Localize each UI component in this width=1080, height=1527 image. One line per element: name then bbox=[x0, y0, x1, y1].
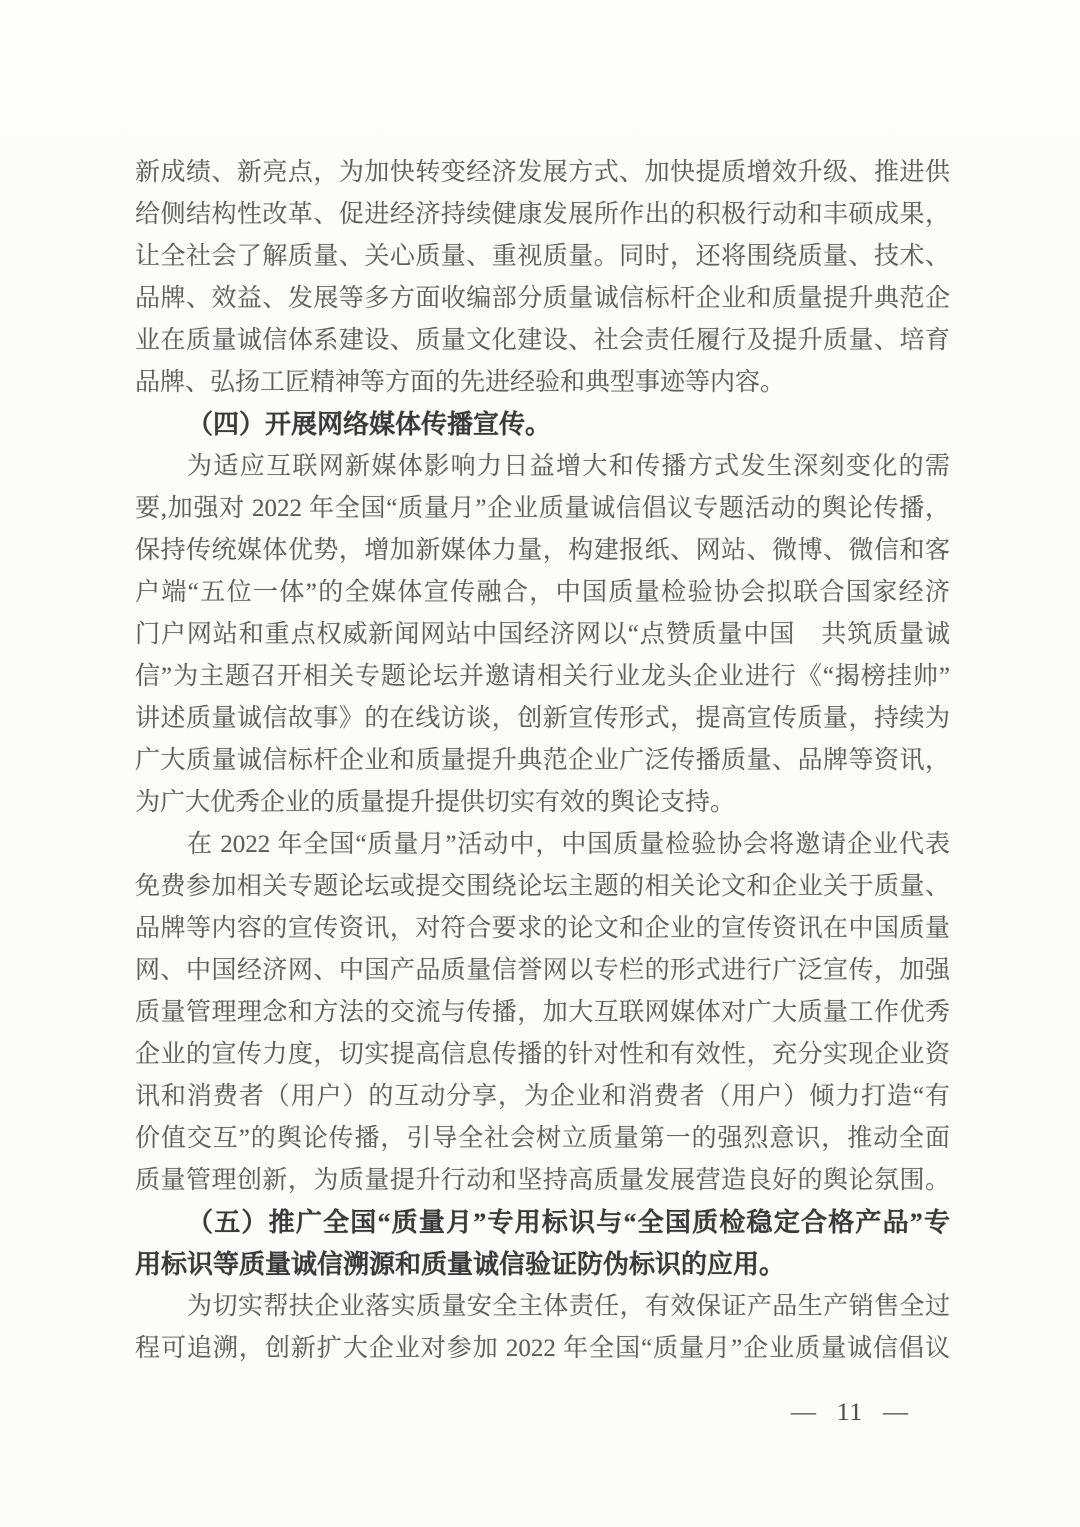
body-text-line: 新成绩、新亮点，为加快转变经济发展方式、加快提质增效升级、推进供 bbox=[135, 159, 950, 186]
body-text-line: 企业的宣传力度，切实提高信息传播的针对性和有效性，充分实现企业资 bbox=[135, 1041, 950, 1068]
body-text-line: 户端“五位一体”的全媒体宣传融合，中国质量检验协会拟联合国家经济 bbox=[135, 579, 950, 606]
body-text-line: 讯和消费者（用户）的互动分享，为企业和消费者（用户）倾力打造“有 bbox=[135, 1083, 950, 1110]
body-text-line: 质量管理创新，为质量提升行动和坚持高质量发展营造良好的舆论氛围。 bbox=[135, 1167, 950, 1194]
body-text-line: 让全社会了解质量、关心质量、重视质量。同时，还将围绕质量、技术、 bbox=[135, 243, 950, 270]
body-text-line: 保持传统媒体优势，增加新媒体力量，构建报纸、网站、微博、微信和客 bbox=[135, 537, 950, 564]
section-heading-line: 用标识等质量诚信溯源和质量诚信验证防伪标识的应用。 bbox=[135, 1250, 786, 1279]
body-text-line: 信”为主题召开相关专题论坛并邀请相关行业龙头企业进行《“揭榜挂帅” bbox=[135, 663, 950, 690]
body-text-line: 品牌等内容的宣传资讯，对符合要求的论文和企业的宣传资讯在中国质量 bbox=[135, 915, 950, 942]
page-number: 11 bbox=[836, 1399, 863, 1426]
body-text-line: 门户网站和重点权威新闻网站中国经济网以“点赞质量中国 共筑质量诚 bbox=[135, 621, 950, 648]
body-text-line: 要,加强对 2022 年全国“质量月”企业质量诚信倡议专题活动的舆论传播， bbox=[135, 495, 950, 522]
body-text-line: 在 2022 年全国“质量月”活动中，中国质量检验协会将邀请企业代表 bbox=[187, 831, 950, 858]
footer-right-dash: — bbox=[883, 1399, 909, 1426]
body-text-line: 为切实帮扶企业落实质量安全主体责任，有效保证产品生产销售全过 bbox=[187, 1293, 950, 1320]
body-text-line: 给侧结构性改革、促进经济持续健康发展所作出的积极行动和丰硕成果， bbox=[135, 201, 950, 228]
body-text-line: 免费参加相关专题论坛或提交围绕论坛主题的相关论文和企业关于质量、 bbox=[135, 873, 950, 900]
body-text-line: 讲述质量诚信故事》的在线访谈，创新宣传形式，提高宣传质量，持续为 bbox=[135, 705, 950, 732]
body-text-line: 价值交互”的舆论传播，引导全社会树立质量第一的强烈意识，推动全面 bbox=[135, 1125, 950, 1152]
body-text-line: 广大质量诚信标杆企业和质量提升典范企业广泛传播质量、品牌等资讯， bbox=[135, 747, 950, 774]
footer-left-dash: — bbox=[790, 1399, 817, 1426]
section-heading-line: （四）开展网络媒体传播宣传。 bbox=[187, 410, 552, 439]
page-footer bbox=[783, 1392, 917, 1434]
body-text-line: 业在质量诚信体系建设、质量文化建设、社会责任履行及提升质量、培育 bbox=[135, 327, 950, 354]
body-text-line: 为广大优秀企业的质量提升提供切实有效的舆论支持。 bbox=[135, 789, 736, 816]
body-text-line: 质量管理理念和方法的交流与传播，加大互联网媒体对广大质量工作优秀 bbox=[135, 999, 950, 1026]
body-text-line: 品牌、效益、发展等多方面收编部分质量诚信标杆企业和质量提升典范企 bbox=[135, 285, 950, 312]
section-heading-line: （五）推广全国“质量月”专用标识与“全国质检稳定合格产品”专 bbox=[187, 1208, 950, 1237]
body-text-line: 网、中国经济网、中国产品质量信誉网以专栏的形式进行广泛宣传，加强 bbox=[135, 957, 950, 984]
body-text-line: 为适应互联网新媒体影响力日益增大和传播方式发生深刻变化的需 bbox=[187, 453, 950, 480]
document-text-block bbox=[135, 152, 950, 1370]
body-text-line: 程可追溯，创新扩大企业对参加 2022 年全国“质量月”企业质量诚信倡议 bbox=[135, 1335, 950, 1362]
body-text-line: 品牌、弘扬工匠精神等方面的先进经验和典型事迹等内容。 bbox=[135, 369, 786, 396]
